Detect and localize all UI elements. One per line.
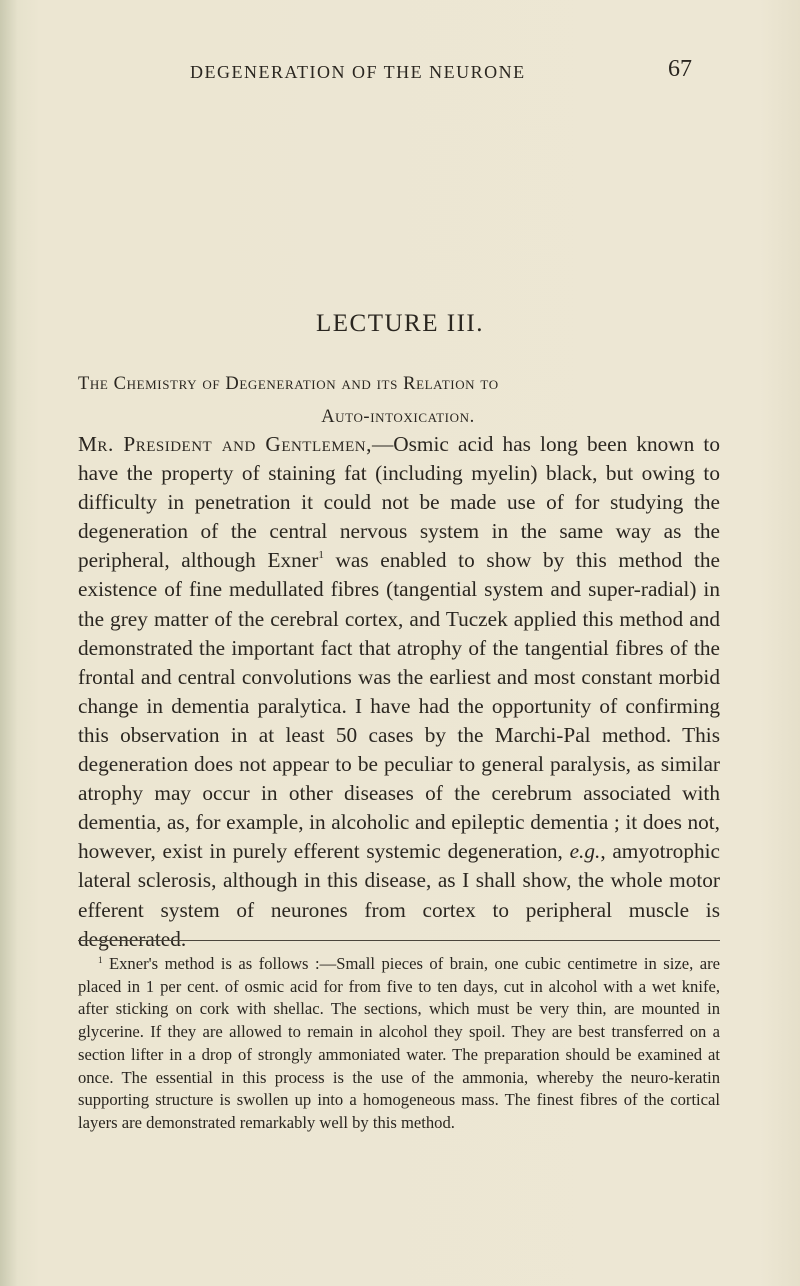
subtitle-line-1: The Chemistry of Degeneration and its Relation to [78,374,499,394]
salutation: Mr. President and Gentlemen, [78,432,372,456]
footnote-text: Exner's method is as follows :—Small pieces of brain, one cubic centimetre in size, are placed in 1 per cent. of osmic acid for from five to ten days, cut in alcohol with a wet knife, after sticking on cork with shellac. The sections, which must be very thin, are mounted in glycerine. If they are allowed to remain in alcohol they spoil. They are best transferred on a section lifter in a drop of strongly ammoniated water. The preparation should be examined at once. The essential in this process is the use of the ammonia, whereby the neuro-keratin supporting structure is swollen up into a homogeneous mass. The finest fibres of the cortical layers are demonstrated remarkably well by this method. [78,954,720,1132]
running-title: DEGENERATION OF THE NEURONE [190,62,526,82]
footnote-reference: 1 [318,549,324,562]
footnote [78,953,720,1135]
footnote-marker: 1 [98,955,103,965]
body-text-part-1: —Osmic acid has long been known to have the property of staining fat (including myelin) black, but owing to difficulty in penetration it could not be made use of for studying the degeneration of the central nervous system in the same way as the peripheral, although Exner [78,432,720,573]
lecture-subtitle [78,368,718,434]
body-text-part-3: , amyotrophic lateral sclerosis, although in this disease, as I shall show, the whole motor efferent system of neurones from cortex to peripheral muscle is degenerated. [78,839,720,951]
lecture-title: LECTURE III. [316,310,484,337]
body-paragraph [78,430,720,954]
body-text-part-2: was enabled to show by this method the existence of fine medullated fibres (tangential system and super-radial) in the grey matter of the cerebral cortex, and Tuczek applied this method and demonstrated the important fact that atrophy of the tangential fibres of the frontal and central convolutions was the earliest and most constant morbid change in dementia paralytica. I have had the opportunity of confirming this observation in at least 50 cases by the Marchi-Pal method. This degeneration does not appear to be peculiar to general paralysis, as similar atrophy may occur in other diseases of the cerebrum associated with dementia, as, for example, in alcoholic and epileptic dementia ; it does not, however, exist in purely efferent systemic degeneration, [78,548,720,864]
footnote-divider [78,940,720,941]
subtitle-line-2: Auto-intoxication. [321,407,475,427]
body-text-italic: e.g. [569,839,601,864]
page-number: 67 [668,56,692,82]
